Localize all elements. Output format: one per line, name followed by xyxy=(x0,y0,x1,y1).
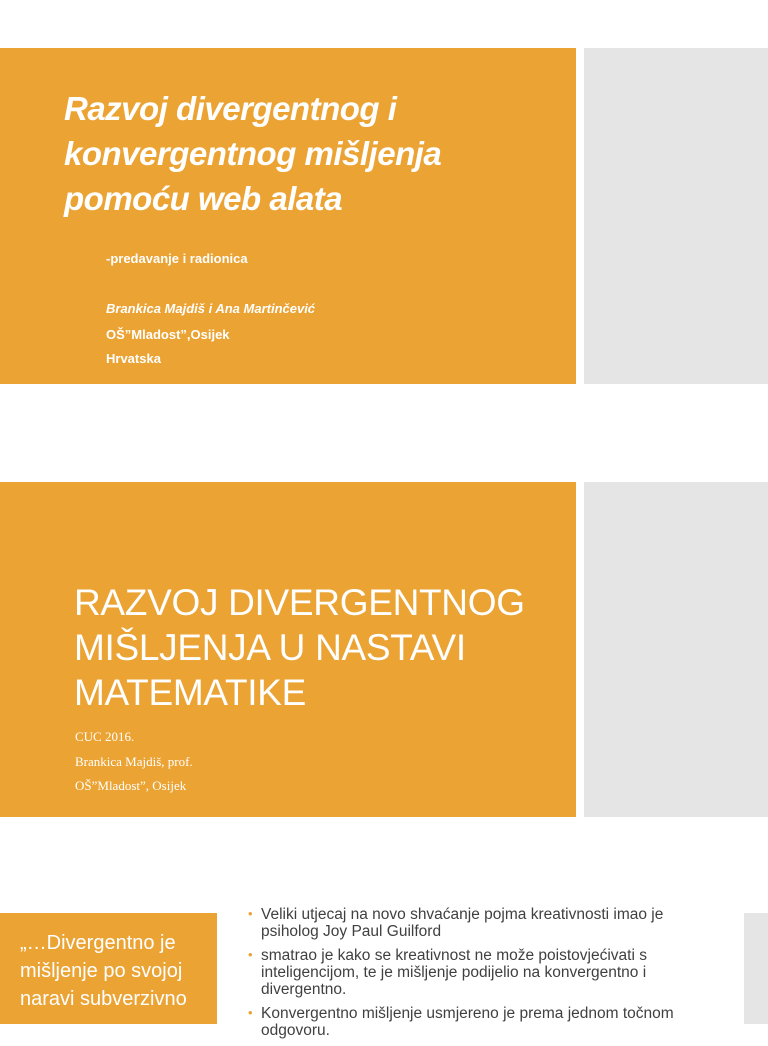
slide2-title: RAZVOJ DIVERGENTNOG MIŠLJENJA U NASTAVI MATEMATIKE xyxy=(74,582,525,713)
slide1-authors: Brankica Majdiš i Ana Martinčević xyxy=(106,301,316,316)
bullet-text: Konvergentno mišljenje usmjereno je prema jednom točnom odgovoru. xyxy=(261,1005,674,1039)
bullet-icon: • xyxy=(248,906,253,921)
slide2-author: Brankica Majdiš, prof. xyxy=(75,754,193,769)
slide1-title: Razvoj divergentnog i konvergentnog mišljenja pomoću web alata xyxy=(64,90,442,217)
slide2-side-panel xyxy=(584,482,768,817)
slide3-side-panel xyxy=(744,913,768,1024)
bullet-icon: • xyxy=(248,947,253,962)
bullet-item xyxy=(248,1005,708,1039)
slide1-school: OŠ”Mladost”,Osijek xyxy=(106,327,230,342)
slide1-side-panel xyxy=(584,48,768,384)
slide3-quote: „…Divergentno je mišljenje po svojoj naravi subverzivno xyxy=(20,932,187,1010)
slide3-bullet-list xyxy=(248,906,708,1046)
slide2-school: OŠ”Mladost”, Osijek xyxy=(75,778,187,793)
bullet-text: smatrao je kako se kreativnost ne može poistovjećivati s inteligencijom, te je mišljenje podijelio na konvergentno i divergentno. xyxy=(261,947,647,998)
bullet-item xyxy=(248,947,708,998)
bullet-icon: • xyxy=(248,1005,253,1020)
slide1-subtitle: -predavanje i radionica xyxy=(106,251,248,266)
slide2-event: CUC 2016. xyxy=(75,729,135,744)
bullet-text: Veliki utjecaj na novo shvaćanje pojma kreativnosti imao je psiholog Joy Paul Guilford xyxy=(261,906,664,940)
bullet-item xyxy=(248,906,708,940)
slide1-country: Hrvatska xyxy=(106,351,161,366)
